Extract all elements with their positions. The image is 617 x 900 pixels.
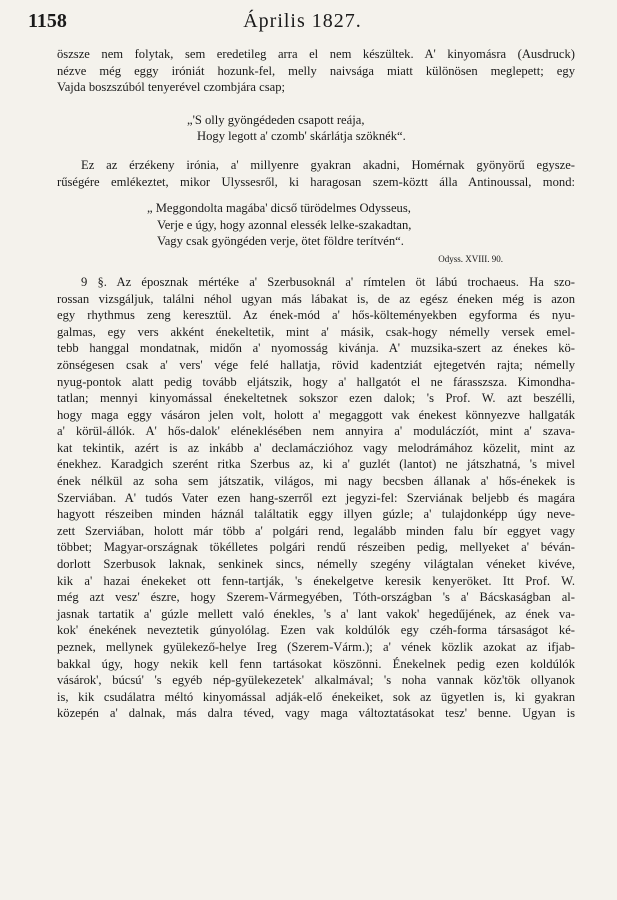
page-header (28, 10, 577, 36)
text-line: Szerviában. A' tudós Vater ezen hang-szerről ezt jegyzi-fel: Szerviának beljebb és magára (57, 490, 575, 505)
text-line: rossan vizsgáljuk, találni néhol ugyan más lábakat is, de az egész éneken még is azon (57, 291, 575, 306)
body-text (57, 46, 575, 722)
text-line: rűségére emlékeztet, mikor Ulyssesről, ki haragosan szem-köztt álla Antinoussal, mond: (57, 174, 575, 189)
text-line: zett Szerviában, holott már több a' polgári rend, legalább minden falu bír eggyet vagy (57, 523, 575, 538)
text-line: hagyott részeiben minden háznál találtatik eggy illyen gúzle; a' tulajdonképp úgy neve- (57, 507, 575, 522)
text-line: hogy maga eggy vásáron jelen volt, holott a' megaggott vak énekest könnyezve hallgaták (57, 407, 575, 422)
verse-line: Vagy csak gyöngéden verje, ötet földre terítvén“. (157, 234, 404, 249)
text-line: énekhez. Karadgich szerént ritka Szerbus az, ki a' guzlét (lantot) ne játszhatná, 's mivel (57, 457, 575, 472)
text-line: jasnak tartatik a' gúzle mellett való énekles, 's a' lant vakok' hegedűjének, az ének va- (57, 606, 575, 621)
text-line: 9 §. Az éposznak mértéke a' Szerbusoknál a' rímtelen öt lábú trochaeus. Ha szo- (81, 274, 575, 289)
text-line: ének nélkül az soha sem játszatik, világos, mi nagy becsben állanak a' hős-énekek is (57, 474, 575, 489)
text-line: többet; Magyar-országnak tökélletes polgári rendű részeiben pedig, mellyeket a' béván- (57, 540, 575, 555)
text-line: Ez az érzékeny irónia, a' millyenre gyakran akadni, Homérnak gyönyörű egysze- (81, 157, 575, 172)
paragraph-homer (57, 157, 575, 190)
verse-line: „'S olly gyöngédeden csapott reája, (187, 112, 365, 127)
text-line: kok' énekének neveztetik gúnyolólag. Ezen vak koldúlók egy czéh-forma társaságot ké- (57, 623, 575, 638)
text-line: egy rhythmus zeng keresztül. Az ének-mód a' hős-költeményekben egyforma és nyu- (57, 308, 575, 323)
text-line: nyug-pontok alatt pedig tovább eljátszik, hogy a' hallgatót el ne fárasszsza. Kimondha- (57, 374, 575, 389)
verse-quote-1 (57, 112, 575, 145)
verse-line: „ Meggondolta magába' dicső türödelmes Odysseus, (147, 201, 411, 216)
text-line: közepén a' dalnak, más dalra téved, vagy maga változtatásokat tesz' benne. Ugyan is (57, 706, 575, 721)
text-line: öszsze nem folytak, sem eredetileg arra el nem készültek. A' kinyomásra (Ausdruck) (57, 47, 575, 61)
text-line: peznek, mellynek gyülekező-helye Ireg (Szerem-Várm.); a' vének közlik azokat az ifjab- (57, 640, 575, 654)
text-line: dorlott Szerbusok laknak, senkinek sincs, némelly szegény világtalan véneket kivéve, (57, 557, 575, 572)
verse-line: Verje e úgy, hogy azonnal elessék lelke-szakadtan, (157, 217, 412, 232)
verse-quote-2 (57, 200, 575, 250)
text-line: kat tekintik, azért is az inkább a' declamáczióhoz vagy melodrámához közelit, mint az (57, 440, 575, 455)
verse-line: Hogy legott a' czomb' skárlátja szöknék“. (197, 129, 406, 144)
text-line: tatlan; mennyi kinyomással énekeltetnek sokszor ezen dalok; 's Prof. W. azt beszélli, (57, 391, 575, 406)
text-line: is, kik csudálatra méltó kinyomással adják-elő énekeiket, sok az ügyetlen is, ki gyakran (57, 689, 575, 704)
text-line: kik a' hazai énekeket ott fenn-tartják, 's énekelgetve keresik kenyeröket. Itt Prof. W. (57, 573, 575, 588)
text-line: galmas, egy vers akként énekeltetik, mint a' másik, csak-hogy némelly versek emel- (57, 324, 575, 339)
text-line: bakkal úgy, hogy nekik kell fenn tartásokat köszönni. Énekelnek pedig ezen koldúlók (57, 656, 575, 671)
page-number: 1158 (28, 10, 67, 32)
text-line: Vajda boszszúból tenyerével czombjára csap; (57, 80, 285, 95)
section-9-paragraph (57, 274, 575, 722)
intro-paragraph (57, 46, 575, 96)
text-line: még azt vesz' észre, hogy Szerem-Vármegyében, Tóth-országban 's a' Bácskaságban al- (57, 590, 575, 605)
text-line: vásárok', búcsú' 's egyéb nép-gyülekezetek' alkalmával; 's noha vannak köz'tök ollyanok (57, 673, 575, 688)
odyssey-citation: Odyss. XVIII. 90. (438, 253, 503, 264)
text-line: tebb hanggal mondatnak, midőn a' nyomosság kivánja. A' muzsika-szert az énekes kö- (57, 341, 575, 356)
text-line: nézve még eggy iróniát hozunk-fel, melly naivsága miatt különösen meglepett; egy (57, 63, 575, 78)
running-head: Április 1827. (243, 10, 362, 32)
text-line: a' körül-állók. A' hős-dalok' eléneklésében nem annyira a' moduláczíót, mint a' szava- (57, 424, 575, 439)
text-line: zönségesen csak a' vers' vége felé hallatja, rövid kadentziát ejtegetvén rajta; némelly (57, 357, 575, 372)
